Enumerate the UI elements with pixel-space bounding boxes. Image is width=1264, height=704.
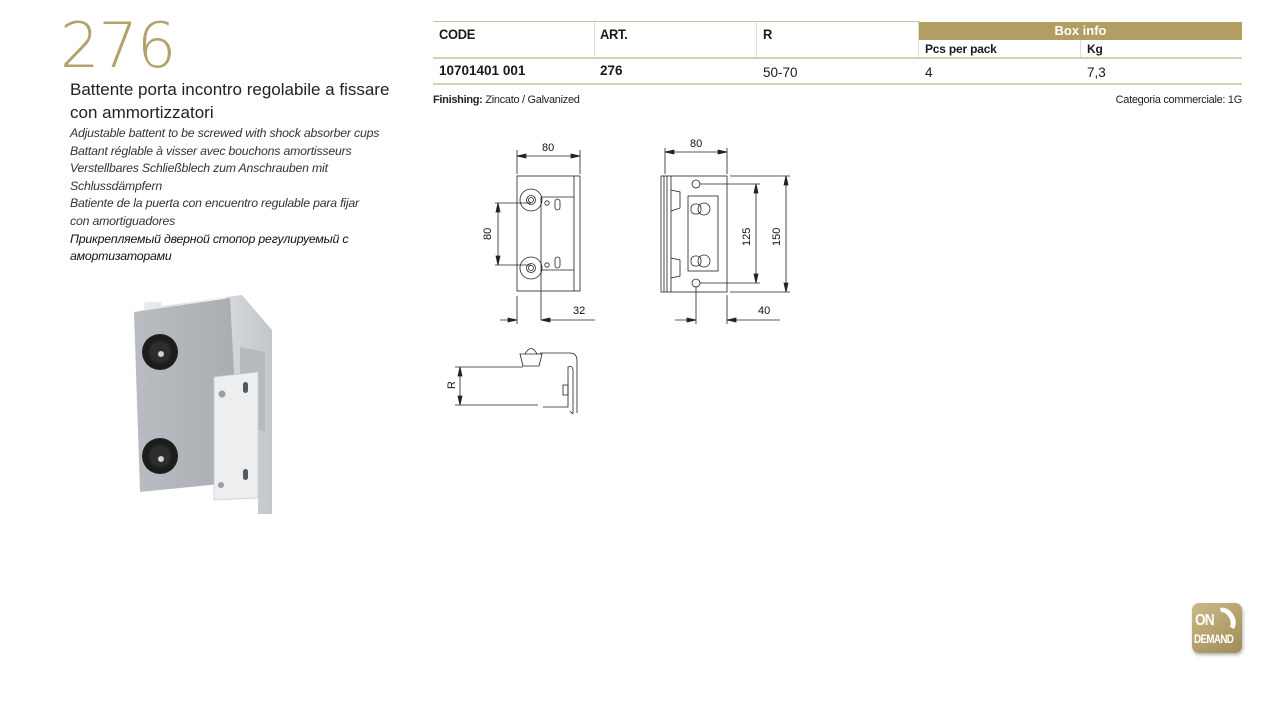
header-r: R xyxy=(763,26,773,42)
front-view-drawing xyxy=(470,130,610,330)
finishing-info xyxy=(433,94,580,106)
phone-icon xyxy=(1216,606,1238,632)
row-rule xyxy=(433,83,1242,85)
dim-r: R xyxy=(446,381,458,389)
description-spanish-line2: con amortiguadores xyxy=(70,213,176,228)
description-russian-line1: Прикрепляемый дверной стопор регулируемый с xyxy=(70,231,349,246)
column-divider xyxy=(594,22,595,57)
on-demand-line2: DEMAND xyxy=(1194,632,1234,646)
finishing-label: Finishing: xyxy=(433,94,483,106)
dim-offset-32: 32 xyxy=(573,305,586,317)
description-english: Adjustable battent to be screwed with shock absorber cups xyxy=(70,126,380,140)
description-german-line2: Schlussdämpfern xyxy=(70,178,163,193)
cell-kg: 7,3 xyxy=(1087,65,1106,80)
dim-offset-40: 40 xyxy=(758,305,771,317)
dim-inner-height-125: 125 xyxy=(741,227,753,246)
header-rule xyxy=(433,57,1242,59)
cell-art: 276 xyxy=(600,63,623,78)
cell-code: 10701401 001 xyxy=(439,63,526,78)
finishing-value: Zincato / Galvanized xyxy=(485,94,580,106)
column-divider xyxy=(1080,40,1081,57)
column-divider xyxy=(918,22,919,57)
cell-pcs-per-pack: 4 xyxy=(925,65,933,80)
header-code: CODE xyxy=(439,26,476,42)
column-divider xyxy=(756,22,757,57)
box-info-header: Box info xyxy=(1054,23,1107,38)
description-spanish-line1: Batiente de la puerta con encuentro regulable para fijar xyxy=(70,196,359,211)
description-russian-line2: амортизаторами xyxy=(70,249,172,264)
cell-r: 50-70 xyxy=(763,65,798,80)
header-art: ART. xyxy=(600,26,628,42)
product-title-italian: Battente porta incontro regolabile a fissare con ammortizzatori xyxy=(70,80,390,122)
article-number: 276 xyxy=(60,9,176,82)
product-descriptions xyxy=(70,125,415,266)
description-german-line1: Verstellbares Schließblech zum Anschrauben mit xyxy=(70,161,328,176)
dim-hole-spacing-80: 80 xyxy=(482,227,494,240)
side-view-drawing xyxy=(640,130,810,330)
header-kg: Kg xyxy=(1087,42,1103,56)
header-pcs-per-pack: Pcs per pack xyxy=(925,42,997,56)
product-photo xyxy=(130,292,280,514)
on-demand-badge xyxy=(1192,603,1242,653)
dim-width-80: 80 xyxy=(690,138,703,150)
table-top-rule xyxy=(433,21,919,22)
on-demand-line1: ON xyxy=(1195,612,1214,629)
commercial-category: Categoria commerciale: 1G xyxy=(1115,94,1242,106)
top-view-drawing xyxy=(430,335,600,425)
dim-total-height-150: 150 xyxy=(771,227,783,246)
description-french: Battant réglable à visser avec bouchons amortisseurs xyxy=(70,143,352,158)
dim-width-80: 80 xyxy=(542,142,555,154)
